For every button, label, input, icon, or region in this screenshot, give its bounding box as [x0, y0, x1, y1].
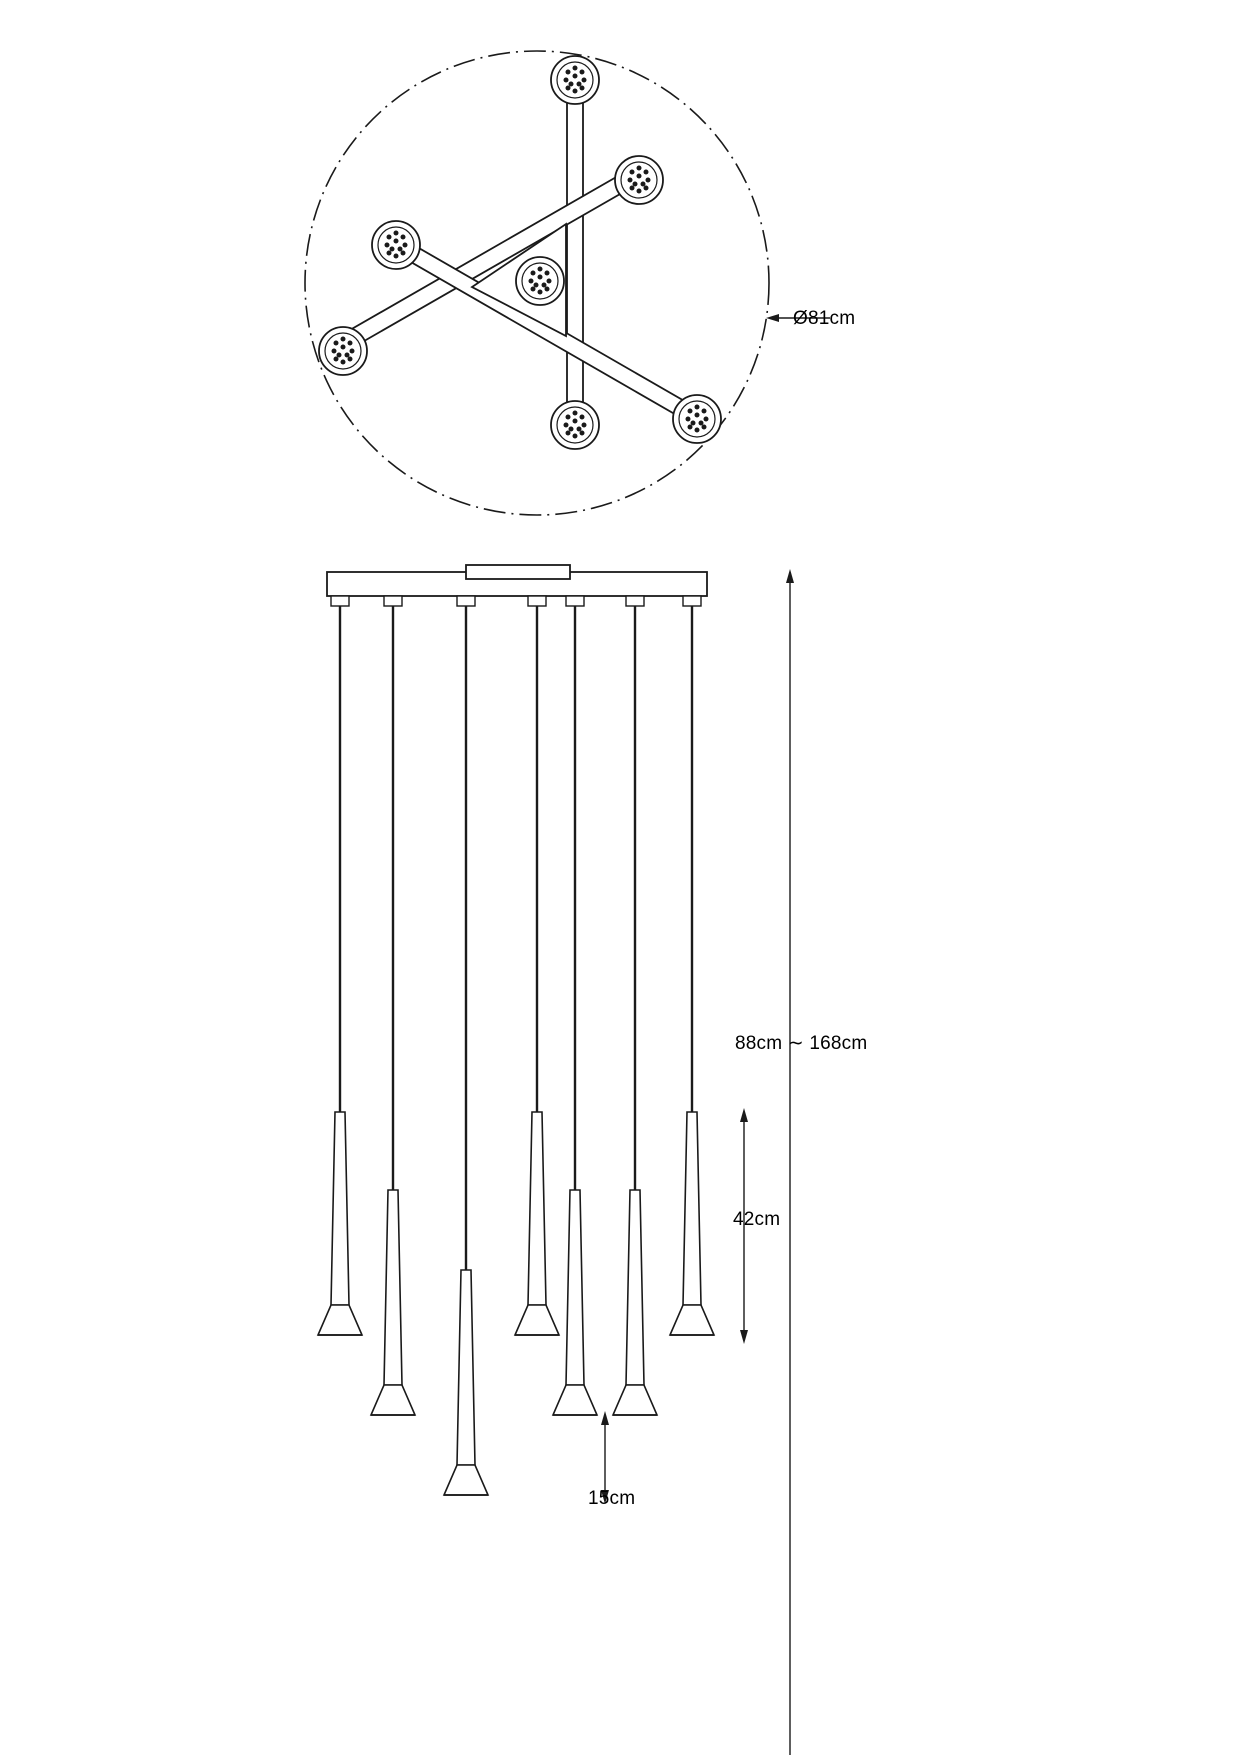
pendant-3 [444, 606, 488, 1495]
pendant-6 [613, 606, 657, 1415]
drop-dimension-label: 42cm [733, 1209, 781, 1230]
height-dimension-label: 88cm ∼ 168cm [735, 1033, 868, 1054]
plan-lamp-head-7 [673, 395, 721, 443]
diameter-dimension-label: Ø81cm [793, 308, 856, 329]
plan-lamp-head-1 [551, 56, 599, 104]
offset-dimension-label: 15cm [588, 1488, 636, 1509]
plan-lamp-head-5 [319, 327, 367, 375]
pendant-5 [553, 606, 597, 1415]
plan-lamp-head-6 [551, 401, 599, 449]
pendant-1 [318, 606, 362, 1335]
top-view-group [305, 51, 830, 515]
canopy [327, 565, 707, 606]
front-view-group [318, 565, 794, 1755]
plan-lamp-head-4 [516, 257, 564, 305]
pendant-4 [515, 606, 559, 1335]
pendant-7 [670, 606, 714, 1335]
pendant-2 [371, 606, 415, 1415]
plan-lamp-head-3 [372, 221, 420, 269]
height-dimension [786, 569, 794, 1755]
plan-lamp-head-2 [615, 156, 663, 204]
